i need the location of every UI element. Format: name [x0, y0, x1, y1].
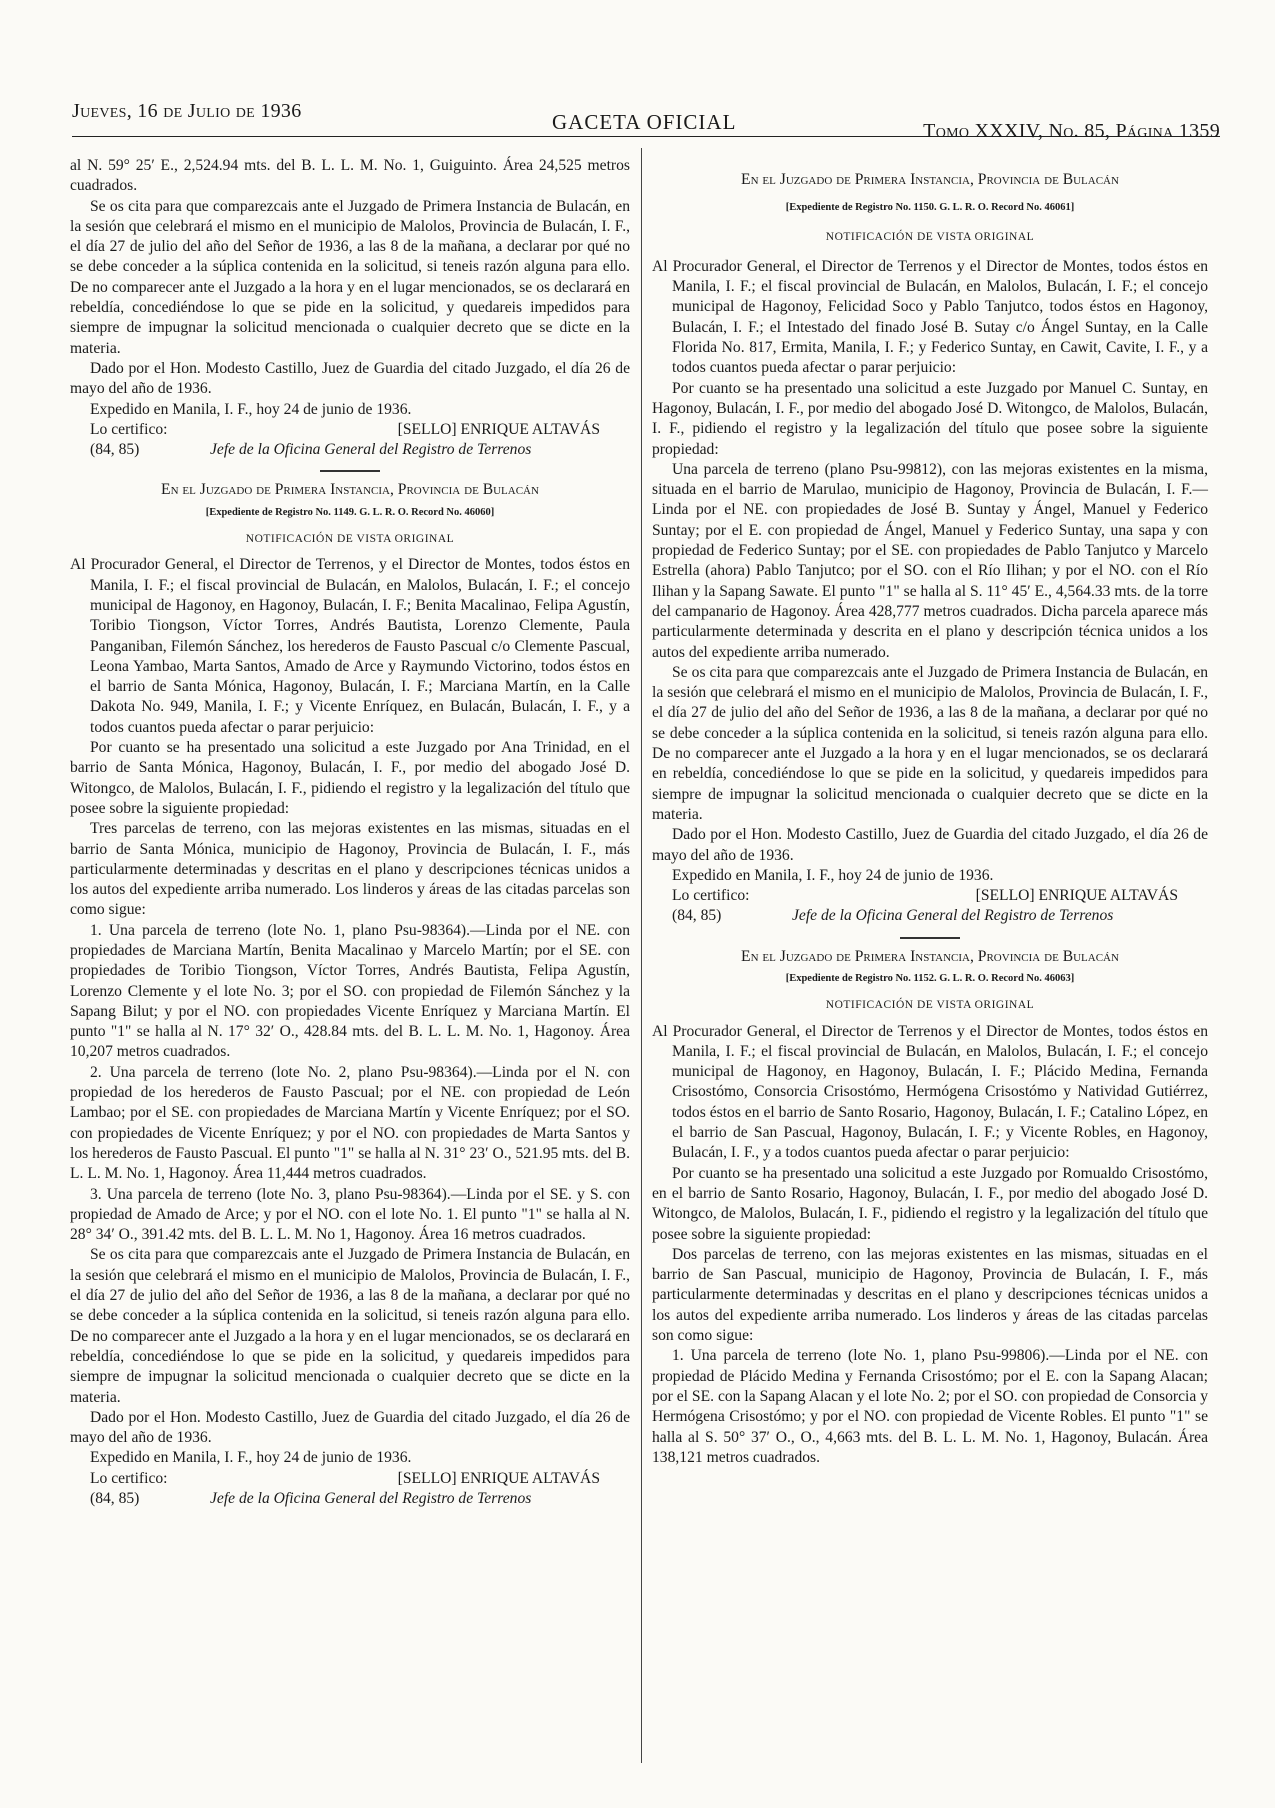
certification-line-2 — [70, 1469, 630, 1489]
signatory: [SELLO] ENRIQUE ALTAVÁS — [397, 420, 600, 438]
notice-title-2: NOTIFICACIÓN DE VISTA ORIGINAL — [825, 999, 1035, 1012]
court-heading-2: En el Juzgado de Primera Instancia, Provincia de Bulacán — [741, 947, 1119, 965]
page-header — [72, 96, 1220, 142]
issued-date-paragraph-2: Expedido en Manila, I. F., hoy 24 de junio de 1936. — [90, 1449, 412, 1467]
court-heading: En el Juzgado de Primera Instancia, Provincia de Bulacán — [161, 481, 539, 499]
volume-page: Tomo XXXIV, No. 85, Página 1359 — [923, 120, 1220, 142]
court-heading-1: En el Juzgado de Primera Instancia, Provincia de Bulacán — [741, 171, 1119, 188]
issued-by-paragraph-1: Dado por el Hon. Modesto Castillo, Juez de Guardia del citado Juzgado, el día 26 de mayo del año de 1936. — [652, 826, 1208, 864]
lot-1b-paragraph: 1. Una parcela de terreno (lote No. 1, plano Psu-99806).—Linda por el NE. con propiedad de Plácido Medina y Fernanda Crisostómo; por el E. con la Sapang Alacan; por el SE. con la Sapang Alacan y el lote No. 2; por el SO. con propiedad de Consorcia y Hermógena Crisostómo; y por el NO. con propiedad de Vicente Robles. El punto "1" se halla al S. 50° 37′ O., O., 4,663 mts. del B. L. L. M. No. 1, Hagonoy, Bulacán. Área 138,121 metros cuadrados. — [652, 1347, 1208, 1466]
left-column — [70, 156, 630, 1509]
record-number-1: [Expediente de Registro No. 1150. G. L. R. O. Record No. 46061] — [785, 202, 1075, 214]
summons-paragraph-1: Se os cita para que comparezcais ante el Juzgado de Primera Instancia de Bulacán, en la sesión que celebrará el mismo en el municipio de Malolos, Provincia de Bulacán, I. F., el día 27 de julio del año del Señor de 1936, a las 8 de la mañana, a declarar por qué no se debe conceder a la súplica contenida en la solicitud, si teneis razón alguna para ello. De no comparecer ante el Juzgado a la hora y en el lugar mencionados, se os declarará en rebeldía, concediéndose lo que se pide en la solicitud, y quedareis impedidos para siempre de impugnar la solicitud mencionada o cualquier decreto que se dicte en la materia. — [652, 663, 1208, 823]
application-paragraph-2: Por cuanto se ha presentado una solicitud a este Juzgado por Romualdo Crisostómo, en el barrio de Santo Rosario, Hagonoy, Bulacán, I. F., por medio del abogado José D. Witongco, de Malolos, Bulacán, I. F., pidiendo el registro y la legalización del título que posee sobre la siguiente propiedad: — [652, 1164, 1208, 1243]
lot-2-paragraph: 2. Una parcela de terreno (lote No. 2, plano Psu-98364).—Linda por el N. con propiedad de los herederos de Fausto Pascual; por el NE. con propiedad de León Lambao; por el SE. con propiedades de Marciana Martín y Vicente Enríquez; por el SO. con propiedades de Vicente Enríquez; y por el NO. con propiedades de Marta Santos y los herederos de Fausto Pascual. El punto "1" se halla al N. 31° 23′ O., 521.95 mts. del B. L. L. M. No. 1, Hagonoy. Área 11,444 metros cuadrados. — [70, 1063, 630, 1183]
right-column — [652, 156, 1208, 1468]
signatory-2: [SELLO] ENRIQUE ALTAVÁS — [397, 1469, 600, 1487]
issue-numbers: (84, 85) — [90, 441, 140, 459]
lot-1-paragraph: 1. Una parcela de terreno (lote No. 1, plano Psu-98364).—Linda por el NE. con propiedades de Marciana Martín, Benita Macalinao y Marcelo Martín; por el SE. con propiedades de Toribio Tiongson, Víctor Torres, Andrés Bautista, Felipa Agustín, Lorenzo Clemente y el lote No. 3; por el SO. con propiedad de Filemón Sánchez y la Sapang Bilut; y por el NO. con propiedades Vicente Enríquez y Marciana Martín. El punto "1" se halla al N. 17° 32′ O., 428.84 mts. del B. L. L. M. No. 1, Hagonoy. Área 10,207 metros cuadrados. — [70, 921, 630, 1061]
addressees-paragraph-1: Al Procurador General, el Director de Terrenos y el Director de Montes, todos éstos en Manila, I. F.; el fiscal provincial de Bulacán, en Malolos, Bulacán, I. F.; el concejo municipal de Hagonoy, Felicidad Soco y Pablo Tanjutco, todos éstos en Hagonoy, Bulacán, I. F.; el Intestado del finado José B. Sutay c/o Ángel Suntay, en la Calle Florida No. 817, Ermita, Manila, I. F.; y Federico Suntay, en Cawit, Cavite, I. F., y a todos cuantos pueda afectar o parar perjuicio: — [652, 257, 1208, 377]
publication-title: GACETA OFICIAL — [552, 110, 737, 134]
record-number-2: [Expediente de Registro No. 1152. G. L. R. O. Record No. 46063] — [785, 972, 1075, 984]
section-rule-r — [900, 937, 960, 939]
office-title-2: Jefe de la Oficina General del Registro de Terrenos — [210, 1490, 532, 1507]
summons-paragraph: Se os cita para que comparezcais ante el Juzgado de Primera Instancia de Bulacán, en la sesión que celebrará el mismo en el municipio de Malolos, Provincia de Bulacán, I. F., el día 27 de julio del año del Señor de 1936, a las 8 de la mañana, a declarar por qué no se debe conceder a la súplica contenida en la solicitud, si teneis razón alguna para ello. De no comparecer ante el Juzgado a la hora y en el lugar mencionados, se os declarará en rebeldía, concediéndose lo que se pide en la solicitud, y quedareis impedidos para siempre de impugnar la solicitud mencionada o cualquier decreto que se dicte en la materia. — [70, 197, 630, 357]
issued-date-paragraph: Expedido en Manila, I. F., hoy 24 de junio de 1936. — [90, 400, 412, 418]
office-title-r1: Jefe de la Oficina General del Registro de Terrenos — [792, 907, 1114, 925]
issue-numbers-r1: (84, 85) — [672, 907, 722, 925]
application-paragraph: Por cuanto se ha presentado una solicitud a este Juzgado por Ana Trinidad, en el barrio de Santa Mónica, Hagonoy, Bulacán, I. F., por medio del abogado José D. Witongco, de Malolos, Bulacán, I. F., pidiendo el registro y la legalización del título que posee sobre la siguiente propiedad: — [70, 739, 630, 817]
office-title: Jefe de la Oficina General del Registro de Terrenos — [210, 441, 532, 459]
parcels-intro: Tres parcelas de terreno, con las mejoras existentes en las mismas, situadas en el barrio de Santa Mónica, municipio de Hagonoy, Provincia de Bulacán, I. F., más particularmente determinadas y descritas en el plano y descripciones técnicas unidos a los autos del expediente arriba numerado. Los linderos y áreas de las citadas parcelas son como sigue: — [70, 820, 630, 919]
parcels-intro-2: Dos parcelas de terreno, con las mejoras existentes en las mismas, situadas en el barrio de San Pascual, municipio de Hagonoy, Provincia de Bulacán, I. F., más particularmente determinadas y descritas en el plano y descripciones técnicas unidos a los autos del expediente arriba numerado. Los linderos y áreas de las citadas parcelas son como sigue: — [652, 1245, 1208, 1345]
addressees-paragraph: Al Procurador General, el Director de Terrenos, y el Director de Montes, todos éstos en Manila, I. F.; el fiscal provincial de Bulacán, en Malolos, Bulacán, I. F.; el concejo municipal de Hagonoy, en Hagonoy, Bulacán, I. F.; Benita Macalinao, Felipa Agustín, Toribio Tiongson, Víctor Torres, Andrés Bautista, Lorenzo Clemente, Paula Panganiban, Filemón Sánchez, los herederos de Fausto Pascual c/o Clemente Pascual, Leona Yambao, Marta Santos, Amado de Arce y Raymundo Victorino, todos éstos en el barrio de Santa Mónica, Hagonoy, Bulacán, I. F.; Marciana Martín, en la Calle Dakota No. 949, Manila, I. F.; y Vicente Enríquez, en Bulacán, Bulacán, I. F., y a todos cuantos pueda afectar o parar perjuicio: — [70, 556, 630, 736]
certify-label-2: Lo certifico: — [90, 1469, 168, 1487]
continued-paragraph: al N. 59° 25′ E., 2,524.94 mts. del B. L. L. M. No. 1, Guiguinto. Área 24,525 metros cuadrados. — [70, 157, 630, 195]
addressees-paragraph-2: Al Procurador General, el Director de Terrenos y el Director de Montes, todos éstos en Manila, I. F.; el fiscal provincial de Bulacán, en Malolos, Bulacán, I. F.; el concejo municipal de Hagonoy, en Hagonoy, Bulacán, I. F.; Plácido Medina, Fernanda Crisostómo, Consorcia Crisostómo, Hermógena Crisostómo y Natividad Gutiérrez, todos éstos en el barrio de Santo Rosario, Hagonoy, Bulacán, I. F.; Catalino López, en el barrio de San Pascual, Hagonoy, Bulacán, I. F.; y Vicente Robles, en Hagonoy, Bulacán, I. F., y a todos cuantos pueda afectar o parar perjuicio: — [652, 1022, 1208, 1162]
office-line-2 — [70, 1489, 630, 1509]
office-line-r1 — [652, 906, 1208, 926]
certification-line-r1 — [652, 886, 1208, 906]
notice-title: NOTIFICACIÓN DE VISTA ORIGINAL — [245, 533, 455, 546]
issue-numbers-2: (84, 85) — [90, 1490, 140, 1507]
lot-3-paragraph: 3. Una parcela de terreno (lote No. 3, plano Psu-98364).—Linda por el SE. y S. con propiedad de Amado de Arce; y por el NO. con el lote No. 1. El punto "1" se halla al N. 28° 34′ O., 391.42 mts. del B. L. L. M. No 1, Hagonoy. Área 16 metros cuadrados. — [70, 1185, 630, 1244]
summons-paragraph-2: Se os cita para que comparezcais ante el Juzgado de Primera Instancia de Bulacán, en la sesión que celebrará el mismo en el municipio de Malolos, Provincia de Bulacán, I. F., el día 27 de julio del año del Señor de 1936, a las 8 de la mañana, a declarar por qué no se debe conceder a la súplica contenida en la solicitud, si teneis razón alguna para ello. De no comparecer ante el Juzgado a la hora y en el lugar mencionados, se os declarará en rebeldía, concediéndose lo que se pide en la solicitud, y quedareis impedidos para siempre de impugnar la solicitud mencionada o cualquier decreto que se dicte en la materia. — [70, 1246, 630, 1406]
signatory-r1: [SELLO] ENRIQUE ALTAVÁS — [975, 887, 1178, 905]
certification-line — [70, 420, 630, 440]
issued-by-paragraph-2: Dado por el Hon. Modesto Castillo, Juez de Guardia del citado Juzgado, el día 26 de mayo del año de 1936. — [70, 1408, 630, 1447]
section-rule — [320, 470, 380, 472]
certify-label: Lo certifico: — [90, 420, 168, 438]
issue-date: Jueves, 16 de Julio de 1936 — [72, 100, 302, 122]
record-number: [Expediente de Registro No. 1149. G. L. R. O. Record No. 46060] — [205, 506, 495, 518]
issued-date-paragraph-1: Expedido en Manila, I. F., hoy 24 de junio de 1936. — [672, 866, 994, 884]
issued-by-paragraph: Dado por el Hon. Modesto Castillo, Juez de Guardia del citado Juzgado, el día 26 de mayo del año de 1936. — [70, 359, 630, 398]
certify-label-r1: Lo certifico: — [672, 887, 750, 905]
office-line — [70, 440, 630, 460]
parcel-paragraph-1: Una parcela de terreno (plano Psu-99812), con las mejoras existentes en la misma, situada en el barrio de Marulao, municipio de Hagonoy, Provincia de Bulacán, I. F.—Linda por el NE. con propiedades de José B. Suntay y Ángel, Manuel y Federico Suntay; por el E. con propiedad de Ángel, Manuel y Federico Suntay, una sapa y con propiedad de Federico Suntay; por el SE. con propiedades de Pablo Tanjutco y Marcelo Estrella (ahora) Pablo Tanjutco; por el SO. con el Río Ilihan; y por el NO. con el Río Ilihan y la Sapang Sawate. El punto "1" se halla al S. 11° 45′ E., 4,564.33 mts. de la torre del campanario de Hagonoy. Área 428,777 metros cuadrados. Dicha parcela aparece más particularmente determinada y descrita en el plano y descripción técnica unidos a los autos del expediente arriba numerado. — [652, 460, 1208, 661]
notice-title-1: NOTIFICACIÓN DE VISTA ORIGINAL — [825, 230, 1035, 243]
column-divider — [641, 148, 642, 1763]
application-paragraph-1: Por cuanto se ha presentado una solicitud a este Juzgado por Manuel C. Suntay, en Hagonoy, Bulacán, I. F., por medio del abogado José D. Witongco, de Malolos, Bulacán, I. F., pidiendo el registro y la legalización del título que posee sobre la siguiente propiedad: — [652, 379, 1208, 458]
